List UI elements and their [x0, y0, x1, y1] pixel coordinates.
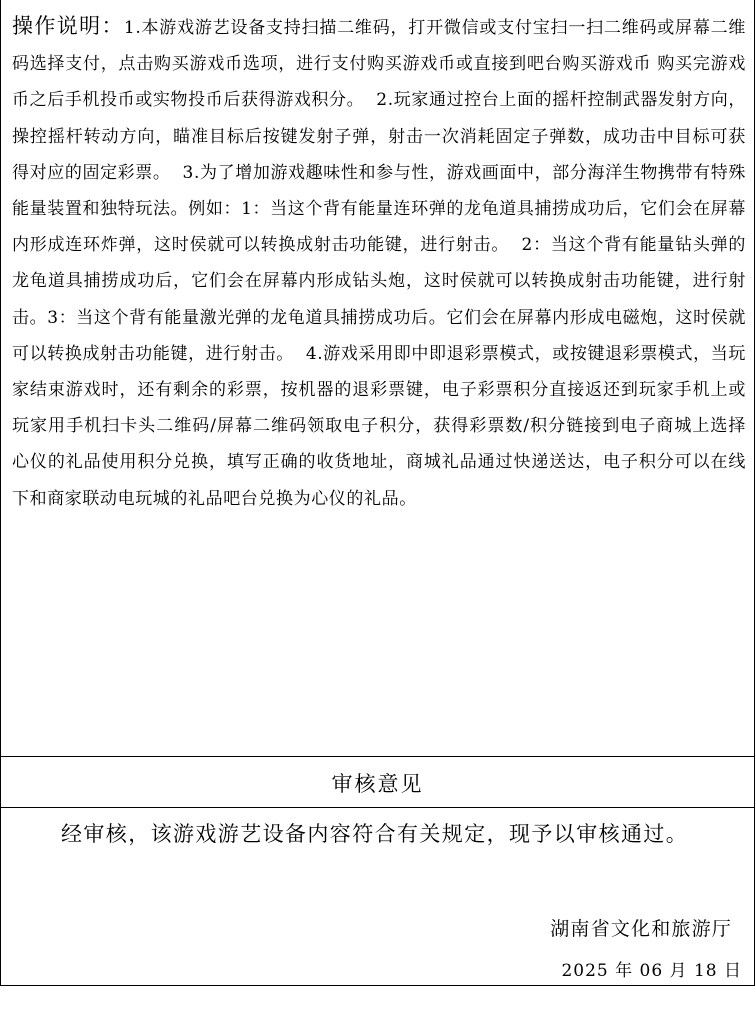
issuing-authority: 湖南省文化和旅游厅	[550, 918, 732, 940]
review-opinion-body	[1, 808, 754, 986]
operation-instructions	[1, 0, 754, 757]
instructions-text: 1.本游戏游艺设备支持扫描二维码，打开微信或支付宝扫一扫二维码或屏幕二维码选择支付，点击购买游戏币选项，进行支付购买游戏币或直接到吧台购买游戏币 购买完游戏币之后手机投币或实物投币后获得游戏积分。 2.玩家通过控台上面的摇杆控制武器发射方向，操控摇杆转动方向，瞄准目标后按键发射子弹，射击一次消耗固定子弹数，成功击中目标可获得对应的固定彩票。 3.为了增加游戏趣味性和参与性，游戏画面中，部分海洋生物携带有特殊能量装置和独特玩法。例如：1：当这个背有能量连环弹的龙龟道具捕捞成功后，它们会在屏幕内形成连环炸弹，这时侯就可以转换成射击功能键，进行射击。 2：当这个背有能量钻头弹的龙龟道具捕捞成功后，它们会在屏幕内形成钻头炮，这时侯就可以转换成射击功能键，进行射击。3：当这个背有能量激光弹的龙龟道具捕捞成功后。它们会在屏幕内形成电磁炮，这时侯就可以转换成射击功能键，进行射击。 4.游戏采用即中即退彩票模式，或按键退彩票模式，当玩家结束游戏时，还有剩余的彩票，按机器的退彩票键，电子彩票积分直接返还到玩家手机上或玩家用手机扫卡头二维码/屏幕二维码领取电子积分，获得彩票数/积分链接到电子商城上选择心仪的礼品使用积分兑换，填写正确的收货地址，商城礼品通过快递送达，电子积分可以在线下和商家联动电玩城的礼品吧台兑换为心仪的礼品。	[12, 18, 746, 509]
review-statement: 经审核，该游戏游艺设备内容符合有关规定，现予以审核通过。	[61, 822, 689, 846]
instructions-heading: 操作说明：	[12, 14, 124, 38]
review-date: 2025 年 06 月 18 日	[561, 961, 742, 981]
review-opinion-heading: 审核意见	[1, 757, 754, 808]
